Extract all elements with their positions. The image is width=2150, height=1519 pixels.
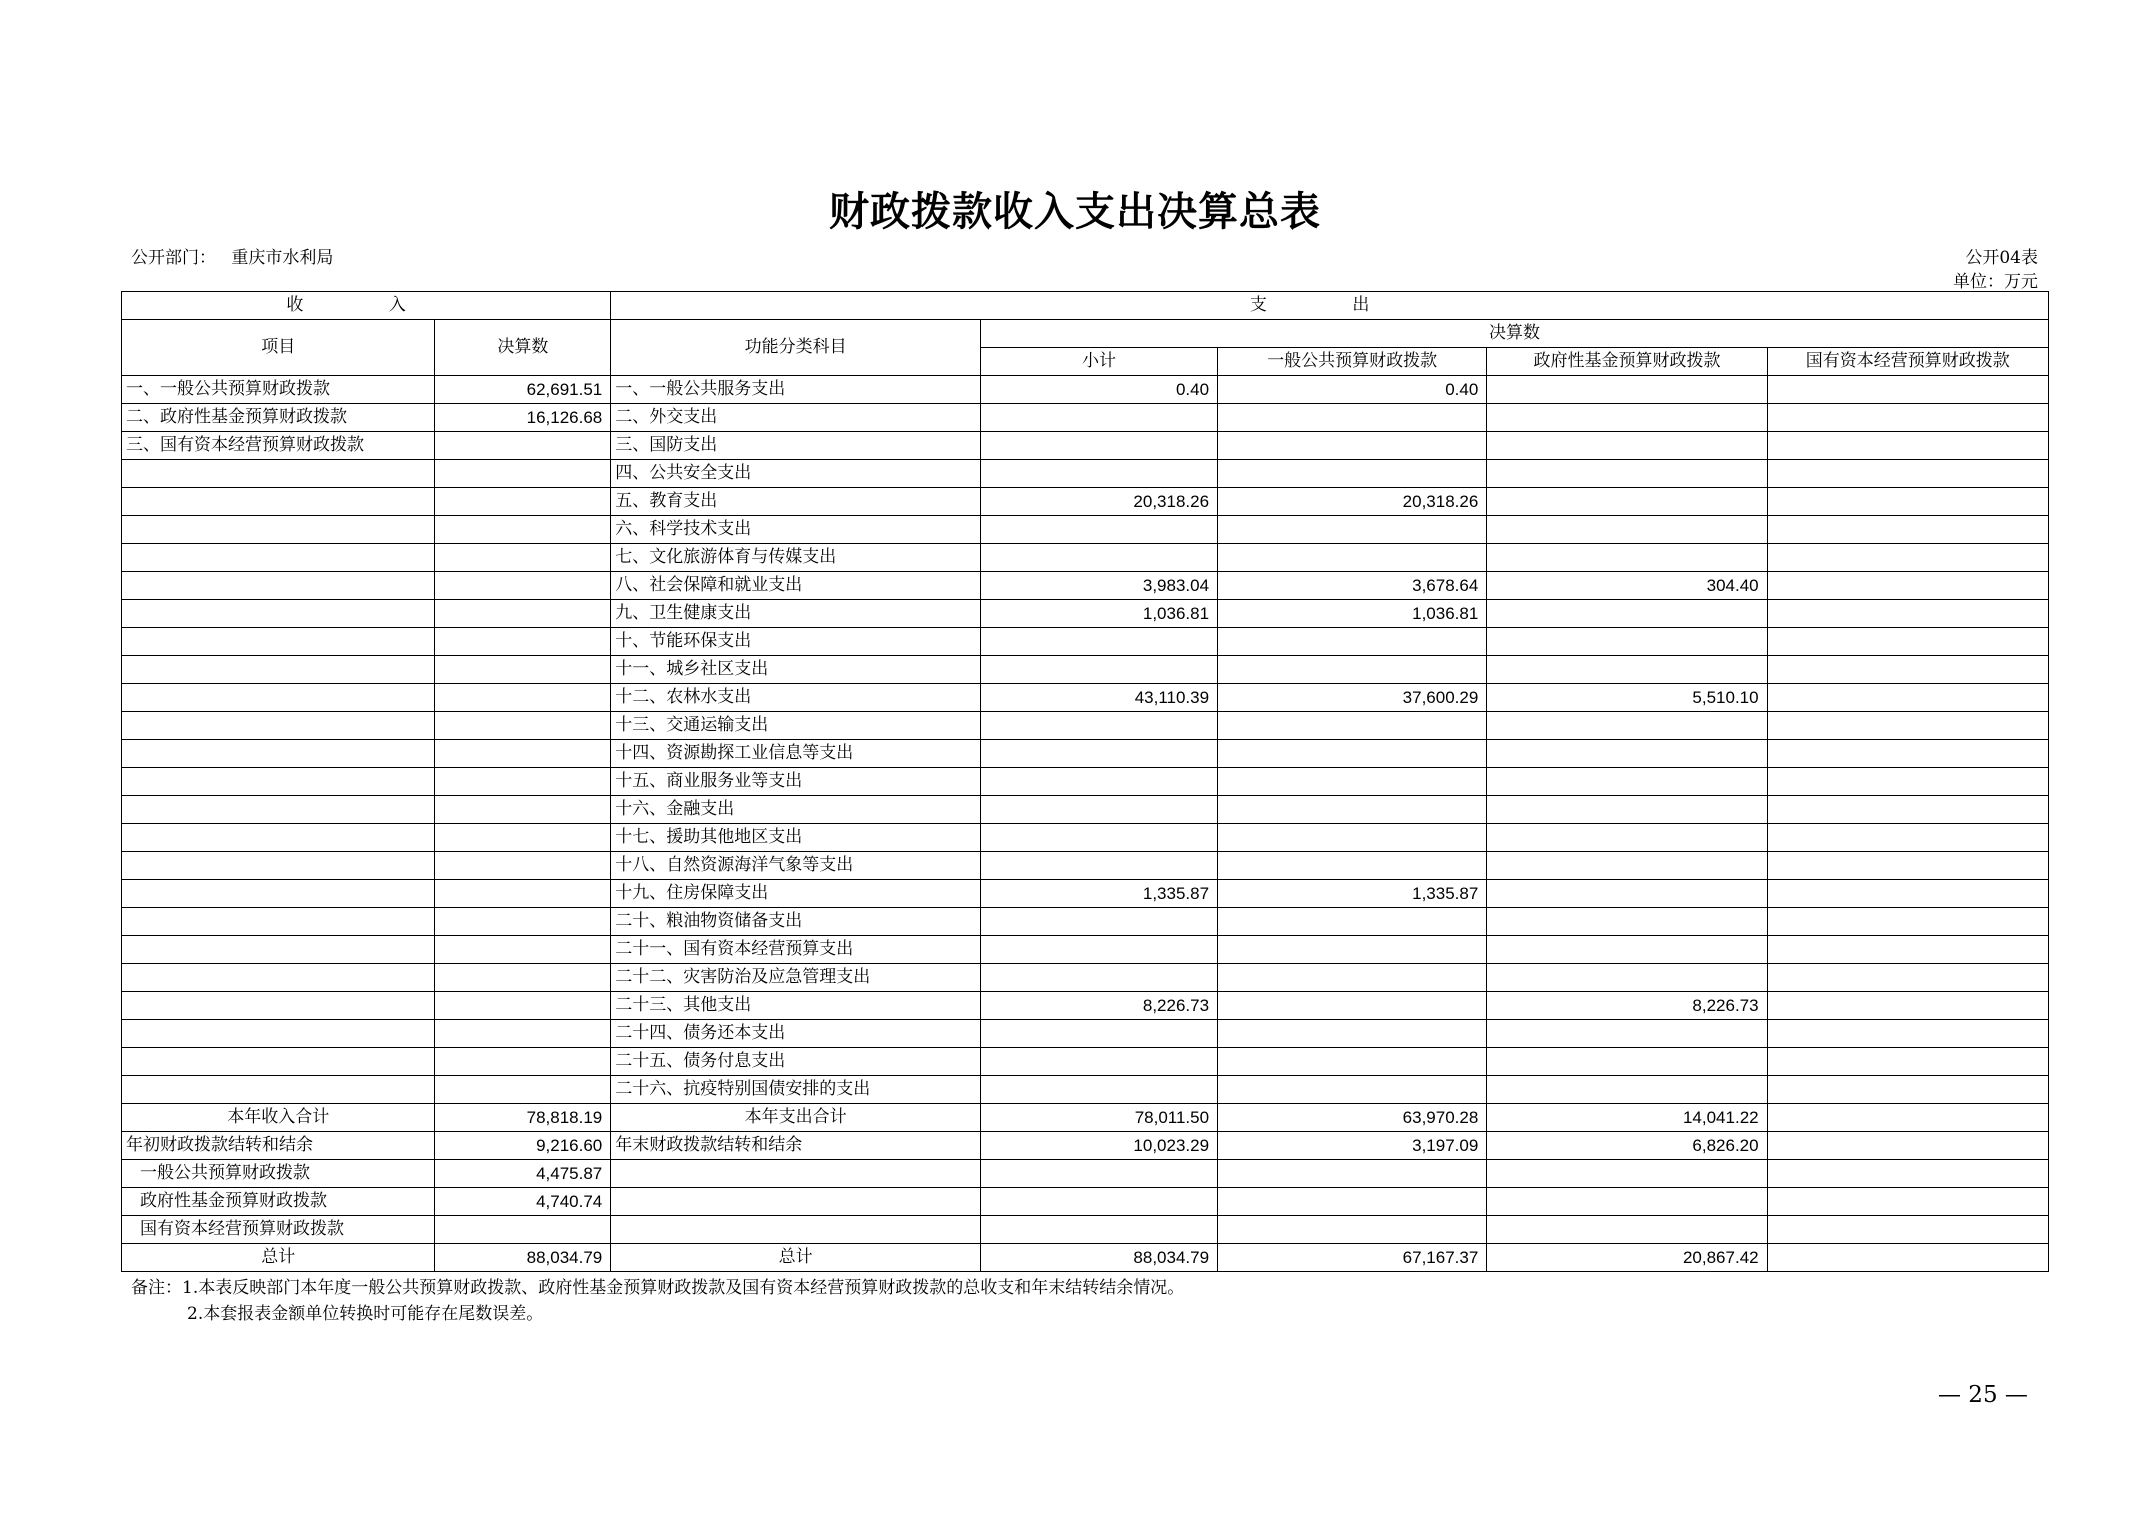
general-budget-cell xyxy=(1218,936,1487,964)
income-item-cell xyxy=(122,572,435,600)
state-owned-cell xyxy=(1767,600,2048,628)
subtotal-cell xyxy=(980,1160,1217,1188)
table-row xyxy=(122,544,2049,572)
state-owned-cell xyxy=(1767,628,2048,656)
income-item-cell: 政府性基金预算财政拨款 xyxy=(122,1188,435,1216)
subtotal-cell: 43,110.39 xyxy=(980,684,1217,712)
expense-category-cell xyxy=(611,1188,981,1216)
income-amount-cell xyxy=(435,768,611,796)
expense-category-cell: 十九、住房保障支出 xyxy=(611,880,981,908)
income-amount-cell xyxy=(435,488,611,516)
subtotal-cell: 78,011.50 xyxy=(980,1104,1217,1132)
expense-category-cell: 二十四、债务还本支出 xyxy=(611,1020,981,1048)
gov-fund-cell xyxy=(1487,1188,1767,1216)
income-item-cell: 一般公共预算财政拨款 xyxy=(122,1160,435,1188)
table-row xyxy=(122,852,2049,880)
subtotal-cell xyxy=(980,852,1217,880)
page-title: 财政拨款收入支出决算总表 xyxy=(829,188,1321,235)
general-budget-cell: 37,600.29 xyxy=(1218,684,1487,712)
income-amount-cell xyxy=(435,908,611,936)
expense-category-cell: 十二、农林水支出 xyxy=(611,684,981,712)
table-row xyxy=(122,1048,2049,1076)
department-line xyxy=(131,243,333,268)
general-budget-cell xyxy=(1218,1216,1487,1244)
general-budget-header: 一般公共预算财政拨款 xyxy=(1218,348,1487,376)
expense-category-cell: 十、节能环保支出 xyxy=(611,628,981,656)
gov-fund-cell xyxy=(1487,740,1767,768)
final-amount-header: 决算数 xyxy=(435,320,611,376)
table-row xyxy=(122,880,2049,908)
table-row xyxy=(122,1076,2049,1104)
income-item-cell: 本年收入合计 xyxy=(122,1104,435,1132)
general-budget-cell xyxy=(1218,852,1487,880)
gov-fund-cell: 8,226.73 xyxy=(1487,992,1767,1020)
general-budget-cell xyxy=(1218,740,1487,768)
state-owned-cell xyxy=(1767,1160,2048,1188)
subtotal-cell xyxy=(980,404,1217,432)
income-amount-cell xyxy=(435,1020,611,1048)
subtotal-cell: 88,034.79 xyxy=(980,1244,1217,1272)
expense-category-cell: 二十二、灾害防治及应急管理支出 xyxy=(611,964,981,992)
gov-fund-cell xyxy=(1487,404,1767,432)
gov-fund-cell: 20,867.42 xyxy=(1487,1244,1767,1272)
gov-fund-cell xyxy=(1487,600,1767,628)
income-amount-cell: 4,475.87 xyxy=(435,1160,611,1188)
general-budget-cell xyxy=(1218,628,1487,656)
income-item-cell xyxy=(122,1076,435,1104)
department-label: 公开部门： xyxy=(131,248,216,268)
table-row xyxy=(122,1244,2049,1272)
table-row xyxy=(122,460,2049,488)
gov-fund-cell xyxy=(1487,1048,1767,1076)
subtotal-cell: 1,335.87 xyxy=(980,880,1217,908)
income-amount-cell: 88,034.79 xyxy=(435,1244,611,1272)
state-owned-cell xyxy=(1767,712,2048,740)
general-budget-cell xyxy=(1218,1048,1487,1076)
subtotal-cell: 3,983.04 xyxy=(980,572,1217,600)
expense-category-cell: 九、卫生健康支出 xyxy=(611,600,981,628)
state-owned-cell xyxy=(1767,992,2048,1020)
gov-fund-cell: 304.40 xyxy=(1487,572,1767,600)
income-amount-cell: 16,126.68 xyxy=(435,404,611,432)
subtotal-cell xyxy=(980,460,1217,488)
general-budget-cell: 3,678.64 xyxy=(1218,572,1487,600)
table-number: 公开04表 xyxy=(1965,248,2038,268)
subtotal-cell xyxy=(980,740,1217,768)
table-row xyxy=(122,404,2049,432)
income-amount-cell xyxy=(435,740,611,768)
gov-fund-cell xyxy=(1487,628,1767,656)
subtotal-cell xyxy=(980,1048,1217,1076)
income-amount-cell: 78,818.19 xyxy=(435,1104,611,1132)
table-row xyxy=(122,796,2049,824)
expense-category-cell: 总计 xyxy=(611,1244,981,1272)
subtotal-cell xyxy=(980,516,1217,544)
income-item-cell xyxy=(122,880,435,908)
income-amount-cell xyxy=(435,824,611,852)
subtotal-cell xyxy=(980,824,1217,852)
subtotal-cell xyxy=(980,964,1217,992)
general-budget-cell xyxy=(1218,1076,1487,1104)
state-owned-cell xyxy=(1767,376,2048,404)
expense-category-cell: 六、科学技术支出 xyxy=(611,516,981,544)
gov-fund-cell xyxy=(1487,460,1767,488)
income-item-cell xyxy=(122,1020,435,1048)
general-budget-cell xyxy=(1218,432,1487,460)
gov-fund-cell xyxy=(1487,880,1767,908)
gov-fund-cell xyxy=(1487,852,1767,880)
subtotal-cell xyxy=(980,1076,1217,1104)
state-owned-cell xyxy=(1767,964,2048,992)
income-item-cell: 国有资本经营预算财政拨款 xyxy=(122,1216,435,1244)
expense-category-cell: 二十一、国有资本经营预算支出 xyxy=(611,936,981,964)
income-item-cell xyxy=(122,516,435,544)
state-owned-cell xyxy=(1767,404,2048,432)
table-row xyxy=(122,656,2049,684)
income-item-cell: 二、政府性基金预算财政拨款 xyxy=(122,404,435,432)
general-budget-cell: 0.40 xyxy=(1218,376,1487,404)
state-owned-cell xyxy=(1767,684,2048,712)
subtotal-cell xyxy=(980,1216,1217,1244)
income-item-cell xyxy=(122,768,435,796)
general-budget-cell xyxy=(1218,516,1487,544)
gov-fund-cell xyxy=(1487,1160,1767,1188)
func-category-header: 功能分类科目 xyxy=(611,320,981,376)
general-budget-cell xyxy=(1218,824,1487,852)
expense-category-cell: 二十三、其他支出 xyxy=(611,992,981,1020)
income-amount-cell xyxy=(435,796,611,824)
general-budget-cell: 20,318.26 xyxy=(1218,488,1487,516)
income-amount-cell xyxy=(435,432,611,460)
expense-category-cell: 七、文化旅游体育与传媒支出 xyxy=(611,544,981,572)
income-amount-cell xyxy=(435,852,611,880)
income-item-cell xyxy=(122,796,435,824)
table-row xyxy=(122,1188,2049,1216)
expense-category-cell xyxy=(611,1160,981,1188)
state-owned-cell xyxy=(1767,1188,2048,1216)
state-owned-cell xyxy=(1767,1132,2048,1160)
income-item-cell xyxy=(122,656,435,684)
income-amount-cell xyxy=(435,1048,611,1076)
budget-summary-table xyxy=(121,291,2049,1272)
income-item-cell: 总计 xyxy=(122,1244,435,1272)
income-item-cell xyxy=(122,992,435,1020)
table-row xyxy=(122,908,2049,936)
table-row xyxy=(122,572,2049,600)
state-owned-cell xyxy=(1767,1020,2048,1048)
state-owned-cell xyxy=(1767,852,2048,880)
table-row xyxy=(122,964,2049,992)
subtotal-cell: 8,226.73 xyxy=(980,992,1217,1020)
subtotal-cell xyxy=(980,1188,1217,1216)
state-owned-cell xyxy=(1767,908,2048,936)
subtotal-cell xyxy=(980,656,1217,684)
income-amount-cell xyxy=(435,544,611,572)
state-owned-header: 国有资本经营预算财政拨款 xyxy=(1767,348,2048,376)
table-row xyxy=(122,628,2049,656)
subtotal-cell xyxy=(980,1020,1217,1048)
table-row xyxy=(122,936,2049,964)
state-owned-cell xyxy=(1767,1076,2048,1104)
general-budget-cell xyxy=(1218,656,1487,684)
table-row xyxy=(122,768,2049,796)
gov-fund-cell xyxy=(1487,796,1767,824)
gov-fund-cell xyxy=(1487,432,1767,460)
subtotal-cell xyxy=(980,432,1217,460)
income-amount-cell xyxy=(435,880,611,908)
income-item-cell xyxy=(122,684,435,712)
table-row xyxy=(122,376,2049,404)
gov-fund-cell xyxy=(1487,1020,1767,1048)
gov-fund-cell: 14,041.22 xyxy=(1487,1104,1767,1132)
subtotal-cell xyxy=(980,908,1217,936)
expense-category-cell: 二十五、债务付息支出 xyxy=(611,1048,981,1076)
header-row-1 xyxy=(122,292,2049,320)
income-item-cell xyxy=(122,600,435,628)
subtotal-cell: 10,023.29 xyxy=(980,1132,1217,1160)
expense-category-cell: 十四、资源勘探工业信息等支出 xyxy=(611,740,981,768)
state-owned-cell xyxy=(1767,880,2048,908)
state-owned-cell xyxy=(1767,1048,2048,1076)
income-amount-cell xyxy=(435,684,611,712)
gov-fund-cell xyxy=(1487,516,1767,544)
general-budget-cell xyxy=(1218,1160,1487,1188)
table-row xyxy=(122,684,2049,712)
gov-fund-cell xyxy=(1487,1076,1767,1104)
state-owned-cell xyxy=(1767,740,2048,768)
general-budget-cell: 67,167.37 xyxy=(1218,1244,1487,1272)
general-budget-cell xyxy=(1218,1188,1487,1216)
gov-fund-header: 政府性基金预算财政拨款 xyxy=(1487,348,1767,376)
general-budget-cell: 3,197.09 xyxy=(1218,1132,1487,1160)
general-budget-cell xyxy=(1218,712,1487,740)
income-item-cell xyxy=(122,740,435,768)
income-item-cell: 一、一般公共预算财政拨款 xyxy=(122,376,435,404)
gov-fund-cell xyxy=(1487,936,1767,964)
income-amount-cell xyxy=(435,964,611,992)
income-amount-cell xyxy=(435,992,611,1020)
income-amount-cell xyxy=(435,1216,611,1244)
income-amount-cell: 4,740.74 xyxy=(435,1188,611,1216)
income-amount-cell xyxy=(435,1076,611,1104)
subtotal-cell: 20,318.26 xyxy=(980,488,1217,516)
general-budget-cell: 1,036.81 xyxy=(1218,600,1487,628)
income-item-cell xyxy=(122,460,435,488)
page-number: — 25 — xyxy=(1938,1382,2028,1408)
income-item-cell xyxy=(122,628,435,656)
expense-header: 支 出 xyxy=(611,292,2049,320)
state-owned-cell xyxy=(1767,824,2048,852)
income-amount-cell xyxy=(435,572,611,600)
subtotal-cell xyxy=(980,712,1217,740)
expense-category-cell: 年末财政拨款结转和结余 xyxy=(611,1132,981,1160)
gov-fund-cell xyxy=(1487,964,1767,992)
state-owned-cell xyxy=(1767,936,2048,964)
income-item-cell xyxy=(122,1048,435,1076)
expense-category-cell: 十七、援助其他地区支出 xyxy=(611,824,981,852)
general-budget-cell xyxy=(1218,992,1487,1020)
state-owned-cell xyxy=(1767,516,2048,544)
note-2: 2.本套报表金额单位转换时可能存在尾数误差。 xyxy=(187,1304,544,1324)
table-row xyxy=(122,992,2049,1020)
expense-category-cell: 十八、自然资源海洋气象等支出 xyxy=(611,852,981,880)
income-amount-cell xyxy=(435,628,611,656)
income-amount-cell xyxy=(435,712,611,740)
state-owned-cell xyxy=(1767,1216,2048,1244)
expense-category-cell: 十一、城乡社区支出 xyxy=(611,656,981,684)
income-item-cell: 年初财政拨款结转和结余 xyxy=(122,1132,435,1160)
income-amount-cell xyxy=(435,460,611,488)
general-budget-cell xyxy=(1218,460,1487,488)
income-item-cell: 三、国有资本经营预算财政拨款 xyxy=(122,432,435,460)
table-row xyxy=(122,1160,2049,1188)
expense-category-cell xyxy=(611,1216,981,1244)
general-budget-cell xyxy=(1218,964,1487,992)
table-row xyxy=(122,1104,2049,1132)
table-row xyxy=(122,1132,2049,1160)
subtotal-cell xyxy=(980,544,1217,572)
state-owned-cell xyxy=(1767,460,2048,488)
general-budget-cell xyxy=(1218,544,1487,572)
gov-fund-cell xyxy=(1487,712,1767,740)
gov-fund-cell xyxy=(1487,488,1767,516)
state-owned-cell xyxy=(1767,432,2048,460)
expense-category-cell: 十五、商业服务业等支出 xyxy=(611,768,981,796)
table-row xyxy=(122,712,2049,740)
income-amount-cell xyxy=(435,600,611,628)
gov-fund-cell xyxy=(1487,1216,1767,1244)
expense-category-cell: 三、国防支出 xyxy=(611,432,981,460)
income-amount-cell xyxy=(435,516,611,544)
income-amount-cell xyxy=(435,656,611,684)
income-header: 收 入 xyxy=(122,292,611,320)
gov-fund-cell xyxy=(1487,824,1767,852)
state-owned-cell xyxy=(1767,796,2048,824)
income-item-cell xyxy=(122,936,435,964)
general-budget-cell xyxy=(1218,768,1487,796)
state-owned-cell xyxy=(1767,1104,2048,1132)
general-budget-cell xyxy=(1218,796,1487,824)
income-item-cell xyxy=(122,712,435,740)
state-owned-cell xyxy=(1767,656,2048,684)
general-budget-cell: 1,335.87 xyxy=(1218,880,1487,908)
expense-category-cell: 八、社会保障和就业支出 xyxy=(611,572,981,600)
unit-label: 单位：万元 xyxy=(1953,272,2038,292)
income-item-cell xyxy=(122,488,435,516)
income-amount-cell: 62,691.51 xyxy=(435,376,611,404)
table-row xyxy=(122,432,2049,460)
state-owned-cell xyxy=(1767,488,2048,516)
state-owned-cell xyxy=(1767,544,2048,572)
table-row xyxy=(122,1216,2049,1244)
income-item-cell xyxy=(122,824,435,852)
state-owned-cell xyxy=(1767,572,2048,600)
income-item-cell xyxy=(122,544,435,572)
state-owned-cell xyxy=(1767,768,2048,796)
gov-fund-cell: 6,826.20 xyxy=(1487,1132,1767,1160)
expense-category-cell: 二十、粮油物资储备支出 xyxy=(611,908,981,936)
expense-category-cell: 四、公共安全支出 xyxy=(611,460,981,488)
notes xyxy=(131,1275,1184,1327)
general-budget-cell xyxy=(1218,404,1487,432)
income-amount-cell: 9,216.60 xyxy=(435,1132,611,1160)
table-row xyxy=(122,824,2049,852)
expense-category-cell: 十三、交通运输支出 xyxy=(611,712,981,740)
note-1: 备注：1.本表反映部门本年度一般公共预算财政拨款、政府性基金预算财政拨款及国有资本经营预算财政拨款的总收支和年末结转结余情况。 xyxy=(131,1278,1185,1298)
table-row xyxy=(122,516,2049,544)
gov-fund-cell xyxy=(1487,908,1767,936)
table-row xyxy=(122,740,2049,768)
expense-category-cell: 十六、金融支出 xyxy=(611,796,981,824)
income-amount-cell xyxy=(435,936,611,964)
gov-fund-cell xyxy=(1487,656,1767,684)
expense-category-cell: 一、一般公共服务支出 xyxy=(611,376,981,404)
gov-fund-cell xyxy=(1487,768,1767,796)
header-row-2 xyxy=(122,320,2049,348)
gov-fund-cell xyxy=(1487,544,1767,572)
general-budget-cell: 63,970.28 xyxy=(1218,1104,1487,1132)
gov-fund-cell xyxy=(1487,376,1767,404)
gov-fund-cell: 5,510.10 xyxy=(1487,684,1767,712)
income-item-cell xyxy=(122,852,435,880)
state-owned-cell xyxy=(1767,1244,2048,1272)
subtotal-cell xyxy=(980,796,1217,824)
expense-category-cell: 五、教育支出 xyxy=(611,488,981,516)
department-name: 重庆市水利局 xyxy=(231,248,334,268)
income-item-cell xyxy=(122,908,435,936)
subtotal-cell: 0.40 xyxy=(980,376,1217,404)
table-row xyxy=(122,1020,2049,1048)
general-budget-cell xyxy=(1218,908,1487,936)
subtotal-header: 小计 xyxy=(980,348,1217,376)
subtotal-cell xyxy=(980,628,1217,656)
subtotal-cell xyxy=(980,936,1217,964)
subtotal-cell xyxy=(980,768,1217,796)
general-budget-cell xyxy=(1218,1020,1487,1048)
expense-category-cell: 二十六、抗疫特别国债安排的支出 xyxy=(611,1076,981,1104)
subtotal-cell: 1,036.81 xyxy=(980,600,1217,628)
final-amount-header-2: 决算数 xyxy=(980,320,2048,348)
item-header: 项目 xyxy=(122,320,435,376)
table-row xyxy=(122,600,2049,628)
income-item-cell xyxy=(122,964,435,992)
table-row xyxy=(122,488,2049,516)
expense-category-cell: 本年支出合计 xyxy=(611,1104,981,1132)
expense-category-cell: 二、外交支出 xyxy=(611,404,981,432)
